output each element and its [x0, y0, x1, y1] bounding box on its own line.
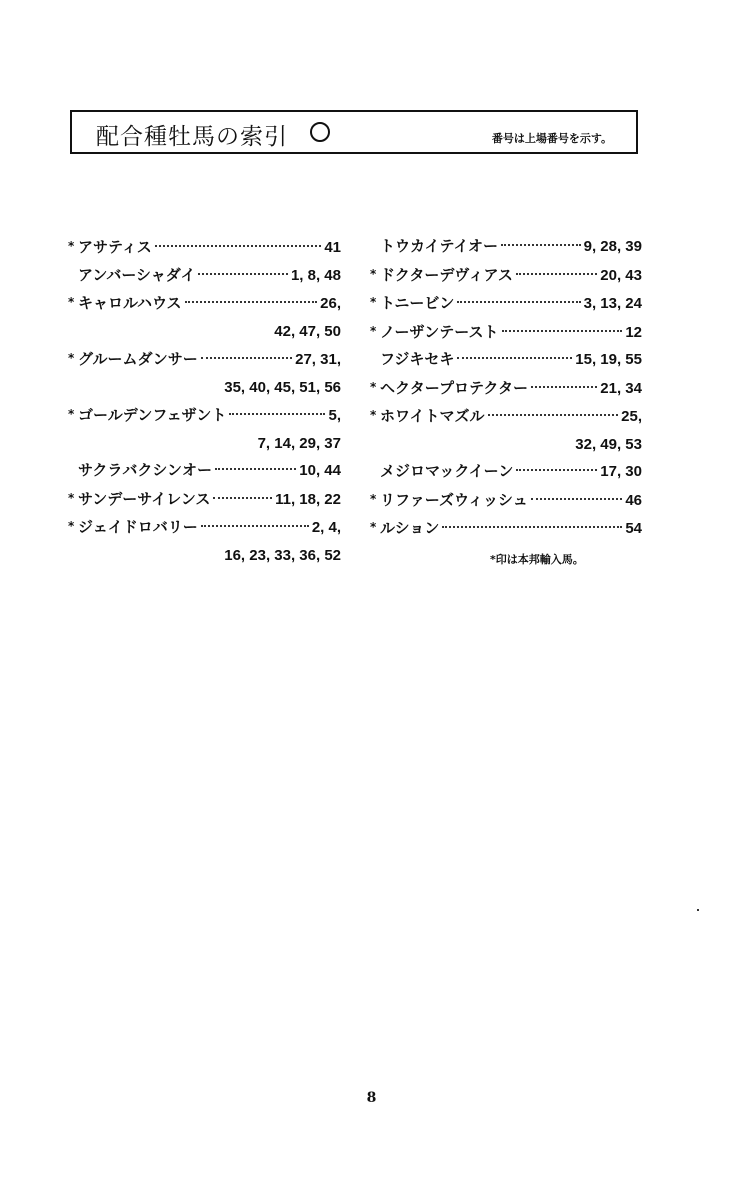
dot-leader: [215, 468, 296, 470]
index-entry-line: [370, 514, 642, 543]
lot-numbers: 54: [625, 520, 642, 537]
dot-leader: [502, 330, 623, 332]
import-mark: *: [370, 295, 377, 309]
index-entry: [370, 261, 642, 290]
stallion-name: [68, 345, 198, 374]
stallion-name: [370, 486, 528, 515]
stallion-name: [68, 485, 210, 514]
lot-numbers-continued: 42, 47, 50: [274, 322, 341, 340]
stallion-name-text: ルション: [380, 519, 440, 537]
stallion-name: [370, 402, 485, 431]
stallion-name-text: キャロルハウス: [78, 294, 182, 312]
lot-numbers: 5,: [328, 407, 341, 424]
dot-leader: [155, 245, 322, 247]
index-entry-line: [370, 233, 642, 261]
index-entry: [68, 233, 341, 262]
index-right-column: [370, 233, 642, 543]
import-mark: *: [68, 295, 75, 309]
index-entry: [68, 401, 341, 457]
import-mark: *: [370, 408, 377, 422]
index-entry: [370, 402, 642, 458]
stallion-name-text: トニービン: [380, 294, 455, 312]
dot-leader: [457, 301, 580, 303]
lot-numbers: 11, 18, 22: [275, 490, 341, 508]
index-entry-line: [68, 345, 341, 374]
index-entry-line: [68, 233, 341, 262]
dot-leader: [185, 301, 318, 303]
index-entry-line: [68, 289, 341, 318]
index-entry: [68, 457, 341, 485]
stallion-name-text: ホワイトマズル: [380, 407, 485, 425]
header-note: 番号は上場番号を示す。: [491, 132, 612, 145]
index-entry: [68, 345, 341, 401]
import-mark: *: [68, 490, 75, 505]
index-entry: [370, 458, 642, 486]
stallion-name-text: ノーザンテースト: [380, 322, 499, 341]
lot-numbers: 15, 19, 55: [575, 351, 642, 368]
stallion-name-text: アンバーシャダイ: [78, 265, 196, 284]
page-number: 8: [366, 1090, 377, 1106]
stray-dot: [697, 909, 699, 911]
index-entry-line: [370, 261, 642, 290]
stallion-name: [370, 514, 439, 543]
stallion-name: [68, 262, 195, 290]
index-entry: [370, 374, 642, 403]
stallion-name-text: ジェイドロバリー: [78, 518, 198, 536]
dot-leader: [501, 244, 581, 246]
import-mark: *: [68, 519, 75, 533]
stallion-name: [370, 318, 499, 347]
lot-numbers: 46: [625, 491, 642, 509]
lot-numbers-continued: 16, 23, 33, 36, 52: [224, 546, 341, 564]
stallion-name-text: フジキセキ: [380, 350, 455, 368]
stallion-name: [370, 346, 454, 374]
lot-numbers-continued: 7, 14, 29, 37: [257, 434, 341, 452]
stallion-name-text: ドクターデヴィアス: [380, 265, 513, 284]
index-entry-line: [68, 485, 341, 514]
stallion-name: [68, 289, 182, 318]
stallion-name-text: サクラバクシンオー: [78, 461, 213, 479]
dot-leader: [457, 357, 572, 359]
dot-leader: [531, 386, 597, 388]
lot-numbers-continued: 35, 40, 45, 51, 56: [224, 378, 341, 396]
dot-leader: [516, 469, 597, 471]
stallion-name: [68, 513, 198, 542]
index-entry: [370, 514, 642, 543]
lot-numbers-continued: 32, 49, 53: [575, 435, 642, 453]
dot-leader: [516, 273, 597, 275]
lot-numbers: 27, 31,: [295, 351, 341, 368]
circle-icon: [310, 122, 330, 142]
index-entry-line: [370, 374, 642, 403]
import-mark: *: [68, 239, 75, 253]
index-entry: [370, 233, 642, 261]
import-mark: *: [68, 407, 75, 421]
stallion-name-text: グルームダンサー: [78, 350, 198, 368]
index-entry-line: [370, 402, 642, 431]
lot-numbers: 17, 30: [600, 463, 642, 480]
stallion-name-text: リファーズウィッシュ: [380, 490, 528, 509]
index-entry-line: [370, 486, 642, 515]
index-entry: [370, 318, 642, 347]
import-mark: *: [370, 379, 377, 394]
stallion-name: [68, 457, 212, 485]
index-entry: [370, 486, 642, 515]
stallion-name: [370, 458, 513, 486]
index-entry-line: [370, 346, 642, 374]
lot-numbers: 10, 44: [299, 462, 341, 479]
import-mark: *: [68, 351, 75, 365]
import-footnote: *印は本邦輸入馬。: [490, 553, 584, 566]
stallion-name: [370, 261, 513, 290]
index-entry: [68, 513, 341, 569]
index-entry-line: [68, 401, 341, 430]
dot-leader: [442, 526, 622, 528]
dot-leader: [201, 525, 309, 527]
lot-numbers: 21, 34: [600, 379, 642, 397]
dot-leader: [213, 497, 272, 499]
lot-numbers: 20, 43: [600, 266, 642, 284]
stallion-name: [68, 233, 152, 262]
lot-numbers: 12: [625, 323, 642, 341]
lot-numbers: 9, 28, 39: [583, 238, 642, 255]
page-title: 配合種牡馬の索引: [96, 124, 288, 150]
stallion-name-text: ゴールデンフェザント: [78, 406, 227, 424]
stallion-name: [68, 401, 226, 430]
index-entry: [370, 346, 642, 374]
dot-leader: [488, 414, 619, 416]
stallion-name-text: トウカイテイオー: [380, 237, 499, 255]
index-entry-line: [68, 513, 341, 542]
stallion-name-text: ヘクタープロテクター: [380, 378, 529, 397]
import-mark: *: [370, 323, 377, 338]
lot-numbers: 25,: [621, 408, 642, 425]
index-entry-line: [68, 457, 341, 485]
index-entry-line: [370, 289, 642, 318]
index-entry: [68, 262, 341, 290]
stallion-name-text: サンデーサイレンス: [78, 489, 211, 508]
stallion-name: [370, 289, 454, 318]
index-entry-line: [370, 318, 642, 347]
lot-numbers: 3, 13, 24: [583, 295, 642, 312]
index-entry: [68, 289, 341, 345]
import-mark: *: [370, 266, 377, 281]
lot-numbers: 2, 4,: [311, 519, 341, 536]
import-mark: *: [370, 520, 377, 534]
lot-numbers: 41: [324, 239, 341, 256]
import-mark: *: [370, 491, 377, 506]
index-left-column: [68, 233, 341, 569]
dot-leader: [229, 413, 325, 415]
stallion-name: [370, 233, 498, 261]
dot-leader: [201, 357, 292, 359]
stallion-name-text: アサティス: [78, 238, 152, 256]
index-entry-line: [68, 262, 341, 290]
lot-numbers: 26,: [320, 295, 341, 312]
dot-leader: [531, 498, 623, 500]
stallion-name-text: メジロマックイーン: [380, 462, 514, 480]
lot-numbers: 1, 8, 48: [290, 266, 341, 284]
stallion-name: [370, 374, 528, 403]
index-entry: [68, 485, 341, 514]
index-entry: [370, 289, 642, 318]
index-header: [70, 110, 638, 154]
index-entry-line: [370, 458, 642, 486]
dot-leader: [198, 273, 288, 275]
